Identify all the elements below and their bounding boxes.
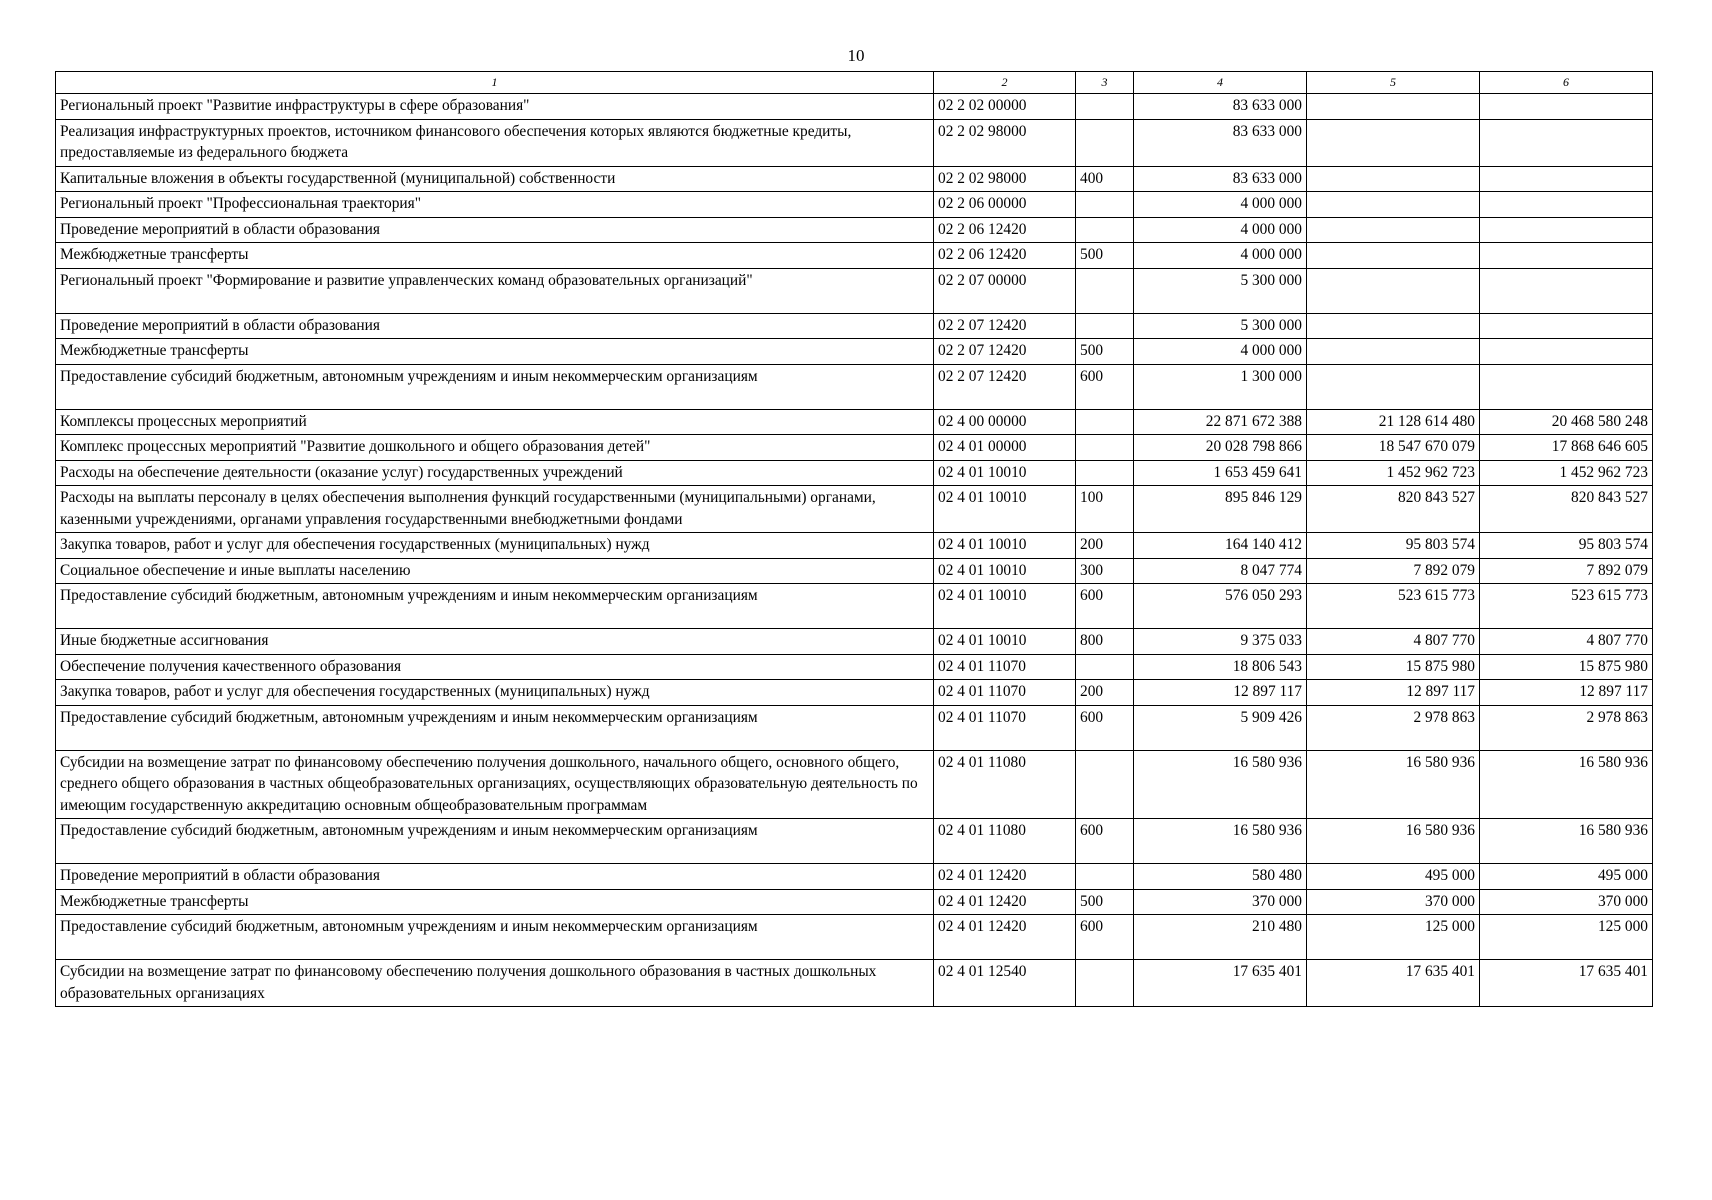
table-row: [56, 268, 1653, 313]
row-expense-type: 500: [1076, 339, 1134, 365]
row-code: 02 4 01 11080: [934, 819, 1076, 864]
table-row: [56, 313, 1653, 339]
row-amount-col4: 16 580 936: [1134, 819, 1307, 864]
row-amount-col4: 9 375 033: [1134, 629, 1307, 655]
row-amount-col6: 16 580 936: [1480, 819, 1653, 864]
row-amount-col4: 8 047 774: [1134, 558, 1307, 584]
row-amount-col5: 18 547 670 079: [1307, 435, 1480, 461]
row-name: Субсидии на возмещение затрат по финансовому обеспечению получения дошкольного, начального общего, основного общего, среднего общего образования в частных общеобразовательных организациях, осуществляющих образовательную деятельность по имеющим государственную аккредитацию основным общеобразовательным программам: [56, 750, 934, 819]
row-name: Проведение мероприятий в области образования: [56, 313, 934, 339]
row-amount-col4: 210 480: [1134, 915, 1307, 960]
table-row: [56, 584, 1653, 629]
row-expense-type: 200: [1076, 533, 1134, 559]
row-code: 02 4 01 12420: [934, 889, 1076, 915]
row-amount-col6: 4 807 770: [1480, 629, 1653, 655]
row-expense-type: 400: [1076, 166, 1134, 192]
row-amount-col5: [1307, 313, 1480, 339]
row-code: 02 2 07 12420: [934, 339, 1076, 365]
row-amount-col4: 370 000: [1134, 889, 1307, 915]
row-amount-col5: 1 452 962 723: [1307, 460, 1480, 486]
row-amount-col5: [1307, 339, 1480, 365]
row-name: Региональный проект "Профессиональная траектория": [56, 192, 934, 218]
row-amount-col5: 125 000: [1307, 915, 1480, 960]
row-code: 02 4 01 12540: [934, 960, 1076, 1007]
row-expense-type: 600: [1076, 584, 1134, 629]
row-amount-col4: 4 000 000: [1134, 243, 1307, 269]
table-body: [56, 94, 1653, 1007]
table-row: [56, 705, 1653, 750]
table-row: [56, 243, 1653, 269]
table-row: [56, 889, 1653, 915]
table-row: [56, 960, 1653, 1007]
row-code: 02 4 01 12420: [934, 915, 1076, 960]
row-code: 02 2 07 12420: [934, 364, 1076, 409]
row-name: Предоставление субсидий бюджетным, автономным учреждениям и иным некоммерческим организациям: [56, 819, 934, 864]
row-code: 02 4 01 10010: [934, 486, 1076, 533]
row-amount-col6: 12 897 117: [1480, 680, 1653, 706]
row-amount-col5: [1307, 192, 1480, 218]
row-name: Межбюджетные трансферты: [56, 889, 934, 915]
column-number-1: 1: [56, 72, 934, 94]
row-code: 02 2 06 12420: [934, 217, 1076, 243]
row-amount-col4: 580 480: [1134, 864, 1307, 890]
row-amount-col6: [1480, 268, 1653, 313]
column-number-3: 3: [1076, 72, 1134, 94]
row-code: 02 2 02 00000: [934, 94, 1076, 120]
row-amount-col5: [1307, 364, 1480, 409]
row-name: Проведение мероприятий в области образования: [56, 217, 934, 243]
row-expense-type: [1076, 217, 1134, 243]
row-amount-col5: 17 635 401: [1307, 960, 1480, 1007]
row-amount-col6: [1480, 313, 1653, 339]
row-code: 02 4 01 00000: [934, 435, 1076, 461]
table-row: [56, 486, 1653, 533]
row-expense-type: [1076, 268, 1134, 313]
row-expense-type: [1076, 864, 1134, 890]
column-number-4: 4: [1134, 72, 1307, 94]
row-name: Региональный проект "Развитие инфраструктуры в сфере образования": [56, 94, 934, 120]
table-row: [56, 915, 1653, 960]
row-expense-type: [1076, 654, 1134, 680]
row-amount-col6: [1480, 339, 1653, 365]
row-code: 02 4 01 10010: [934, 584, 1076, 629]
row-name: Закупка товаров, работ и услуг для обеспечения государственных (муниципальных) нужд: [56, 680, 934, 706]
table-row: [56, 364, 1653, 409]
row-code: 02 4 01 12420: [934, 864, 1076, 890]
row-amount-col6: 1 452 962 723: [1480, 460, 1653, 486]
row-name: Обеспечение получения качественного образования: [56, 654, 934, 680]
row-amount-col6: [1480, 94, 1653, 120]
row-amount-col4: 5 909 426: [1134, 705, 1307, 750]
row-name: Расходы на выплаты персоналу в целях обеспечения выполнения функций государственными (муниципальными) органами, казенными учреждениями, органами управления государственными внебюджетными фондами: [56, 486, 934, 533]
row-expense-type: [1076, 313, 1134, 339]
row-name: Предоставление субсидий бюджетным, автономным учреждениям и иным некоммерческим организациям: [56, 705, 934, 750]
row-name: Расходы на обеспечение деятельности (оказание услуг) государственных учреждений: [56, 460, 934, 486]
row-code: 02 4 00 00000: [934, 409, 1076, 435]
table-row: [56, 819, 1653, 864]
row-amount-col5: 95 803 574: [1307, 533, 1480, 559]
row-amount-col5: 21 128 614 480: [1307, 409, 1480, 435]
row-code: 02 2 06 00000: [934, 192, 1076, 218]
page-number: 10: [847, 46, 865, 65]
row-amount-col4: 20 028 798 866: [1134, 435, 1307, 461]
row-amount-col4: 4 000 000: [1134, 339, 1307, 365]
table-row: [56, 119, 1653, 166]
row-amount-col6: 523 615 773: [1480, 584, 1653, 629]
row-expense-type: [1076, 94, 1134, 120]
row-amount-col6: 95 803 574: [1480, 533, 1653, 559]
row-amount-col6: 495 000: [1480, 864, 1653, 890]
row-expense-type: 500: [1076, 243, 1134, 269]
row-amount-col5: 12 897 117: [1307, 680, 1480, 706]
row-code: 02 4 01 10010: [934, 533, 1076, 559]
row-amount-col5: [1307, 119, 1480, 166]
row-name: Региональный проект "Формирование и развитие управленческих команд образовательных организаций": [56, 268, 934, 313]
table-row: [56, 654, 1653, 680]
table-row: [56, 435, 1653, 461]
column-number-row: [56, 72, 1653, 94]
row-amount-col6: [1480, 192, 1653, 218]
budget-table: [55, 71, 1653, 1007]
column-number-6: 6: [1480, 72, 1653, 94]
row-expense-type: 800: [1076, 629, 1134, 655]
row-amount-col6: 17 868 646 605: [1480, 435, 1653, 461]
row-code: 02 4 01 10010: [934, 460, 1076, 486]
table-row: [56, 629, 1653, 655]
row-expense-type: [1076, 460, 1134, 486]
row-amount-col6: [1480, 119, 1653, 166]
row-amount-col4: 83 633 000: [1134, 166, 1307, 192]
row-name: Предоставление субсидий бюджетным, автономным учреждениям и иным некоммерческим организациям: [56, 584, 934, 629]
row-name: Комплекс процессных мероприятий "Развитие дошкольного и общего образования детей": [56, 435, 934, 461]
table-row: [56, 217, 1653, 243]
row-amount-col4: 17 635 401: [1134, 960, 1307, 1007]
row-amount-col6: 20 468 580 248: [1480, 409, 1653, 435]
row-code: 02 2 02 98000: [934, 119, 1076, 166]
row-amount-col6: 370 000: [1480, 889, 1653, 915]
row-amount-col4: 1 300 000: [1134, 364, 1307, 409]
row-amount-col5: [1307, 94, 1480, 120]
table-row: [56, 339, 1653, 365]
row-amount-col4: 22 871 672 388: [1134, 409, 1307, 435]
row-amount-col5: 2 978 863: [1307, 705, 1480, 750]
row-amount-col4: 4 000 000: [1134, 217, 1307, 243]
table-row: [56, 192, 1653, 218]
row-expense-type: 300: [1076, 558, 1134, 584]
row-name: Комплексы процессных мероприятий: [56, 409, 934, 435]
row-expense-type: [1076, 409, 1134, 435]
row-name: Капитальные вложения в объекты государственной (муниципальной) собственности: [56, 166, 934, 192]
row-amount-col4: 18 806 543: [1134, 654, 1307, 680]
row-name: Предоставление субсидий бюджетным, автономным учреждениям и иным некоммерческим организациям: [56, 915, 934, 960]
row-amount-col4: 12 897 117: [1134, 680, 1307, 706]
row-amount-col6: 7 892 079: [1480, 558, 1653, 584]
table-row: [56, 750, 1653, 819]
row-amount-col5: 16 580 936: [1307, 819, 1480, 864]
row-code: 02 2 07 00000: [934, 268, 1076, 313]
row-amount-col4: 5 300 000: [1134, 268, 1307, 313]
row-code: 02 4 01 11080: [934, 750, 1076, 819]
row-code: 02 4 01 11070: [934, 654, 1076, 680]
row-amount-col6: 15 875 980: [1480, 654, 1653, 680]
row-name: Субсидии на возмещение затрат по финансовому обеспечению получения дошкольного образования в частных дошкольных образовательных организациях: [56, 960, 934, 1007]
row-amount-col5: [1307, 217, 1480, 243]
table-row: [56, 864, 1653, 890]
table-row: [56, 166, 1653, 192]
row-code: 02 4 01 11070: [934, 680, 1076, 706]
row-code: 02 2 02 98000: [934, 166, 1076, 192]
table-row: [56, 558, 1653, 584]
row-amount-col4: 16 580 936: [1134, 750, 1307, 819]
row-amount-col4: 1 653 459 641: [1134, 460, 1307, 486]
table-row: [56, 460, 1653, 486]
column-number-5: 5: [1307, 72, 1480, 94]
row-amount-col5: 16 580 936: [1307, 750, 1480, 819]
row-amount-col5: [1307, 268, 1480, 313]
row-name: Предоставление субсидий бюджетным, автономным учреждениям и иным некоммерческим организациям: [56, 364, 934, 409]
row-expense-type: [1076, 192, 1134, 218]
row-expense-type: 100: [1076, 486, 1134, 533]
column-number-2: 2: [934, 72, 1076, 94]
row-amount-col6: [1480, 166, 1653, 192]
row-amount-col5: 7 892 079: [1307, 558, 1480, 584]
row-expense-type: 500: [1076, 889, 1134, 915]
row-expense-type: 600: [1076, 364, 1134, 409]
row-name: Межбюджетные трансферты: [56, 243, 934, 269]
row-amount-col4: 576 050 293: [1134, 584, 1307, 629]
row-expense-type: 600: [1076, 819, 1134, 864]
row-amount-col6: [1480, 364, 1653, 409]
row-amount-col6: 125 000: [1480, 915, 1653, 960]
row-amount-col5: [1307, 243, 1480, 269]
row-amount-col5: 820 843 527: [1307, 486, 1480, 533]
row-code: 02 4 01 10010: [934, 558, 1076, 584]
row-code: 02 4 01 10010: [934, 629, 1076, 655]
row-expense-type: [1076, 119, 1134, 166]
row-expense-type: 600: [1076, 915, 1134, 960]
row-amount-col4: 5 300 000: [1134, 313, 1307, 339]
table-row: [56, 533, 1653, 559]
row-amount-col6: [1480, 243, 1653, 269]
row-name: Закупка товаров, работ и услуг для обеспечения государственных (муниципальных) нужд: [56, 533, 934, 559]
row-expense-type: [1076, 960, 1134, 1007]
row-amount-col5: [1307, 166, 1480, 192]
table-row: [56, 409, 1653, 435]
row-expense-type: [1076, 750, 1134, 819]
row-amount-col5: 523 615 773: [1307, 584, 1480, 629]
row-code: 02 2 07 12420: [934, 313, 1076, 339]
table-row: [56, 680, 1653, 706]
row-amount-col5: 495 000: [1307, 864, 1480, 890]
row-expense-type: 200: [1076, 680, 1134, 706]
table-row: [56, 94, 1653, 120]
row-amount-col6: [1480, 217, 1653, 243]
row-amount-col4: 895 846 129: [1134, 486, 1307, 533]
row-expense-type: [1076, 435, 1134, 461]
row-code: 02 2 06 12420: [934, 243, 1076, 269]
row-name: Межбюджетные трансферты: [56, 339, 934, 365]
row-amount-col4: 164 140 412: [1134, 533, 1307, 559]
row-expense-type: 600: [1076, 705, 1134, 750]
row-amount-col4: 83 633 000: [1134, 119, 1307, 166]
row-amount-col4: 4 000 000: [1134, 192, 1307, 218]
row-name: Проведение мероприятий в области образования: [56, 864, 934, 890]
row-name: Иные бюджетные ассигнования: [56, 629, 934, 655]
row-amount-col5: 15 875 980: [1307, 654, 1480, 680]
row-amount-col5: 370 000: [1307, 889, 1480, 915]
row-name: Социальное обеспечение и иные выплаты населению: [56, 558, 934, 584]
row-amount-col6: 16 580 936: [1480, 750, 1653, 819]
row-amount-col4: 83 633 000: [1134, 94, 1307, 120]
row-code: 02 4 01 11070: [934, 705, 1076, 750]
row-name: Реализация инфраструктурных проектов, источником финансового обеспечения которых являются бюджетные кредиты, предоставляемые из федерального бюджета: [56, 119, 934, 166]
row-amount-col5: 4 807 770: [1307, 629, 1480, 655]
row-amount-col6: 17 635 401: [1480, 960, 1653, 1007]
row-amount-col6: 2 978 863: [1480, 705, 1653, 750]
row-amount-col6: 820 843 527: [1480, 486, 1653, 533]
